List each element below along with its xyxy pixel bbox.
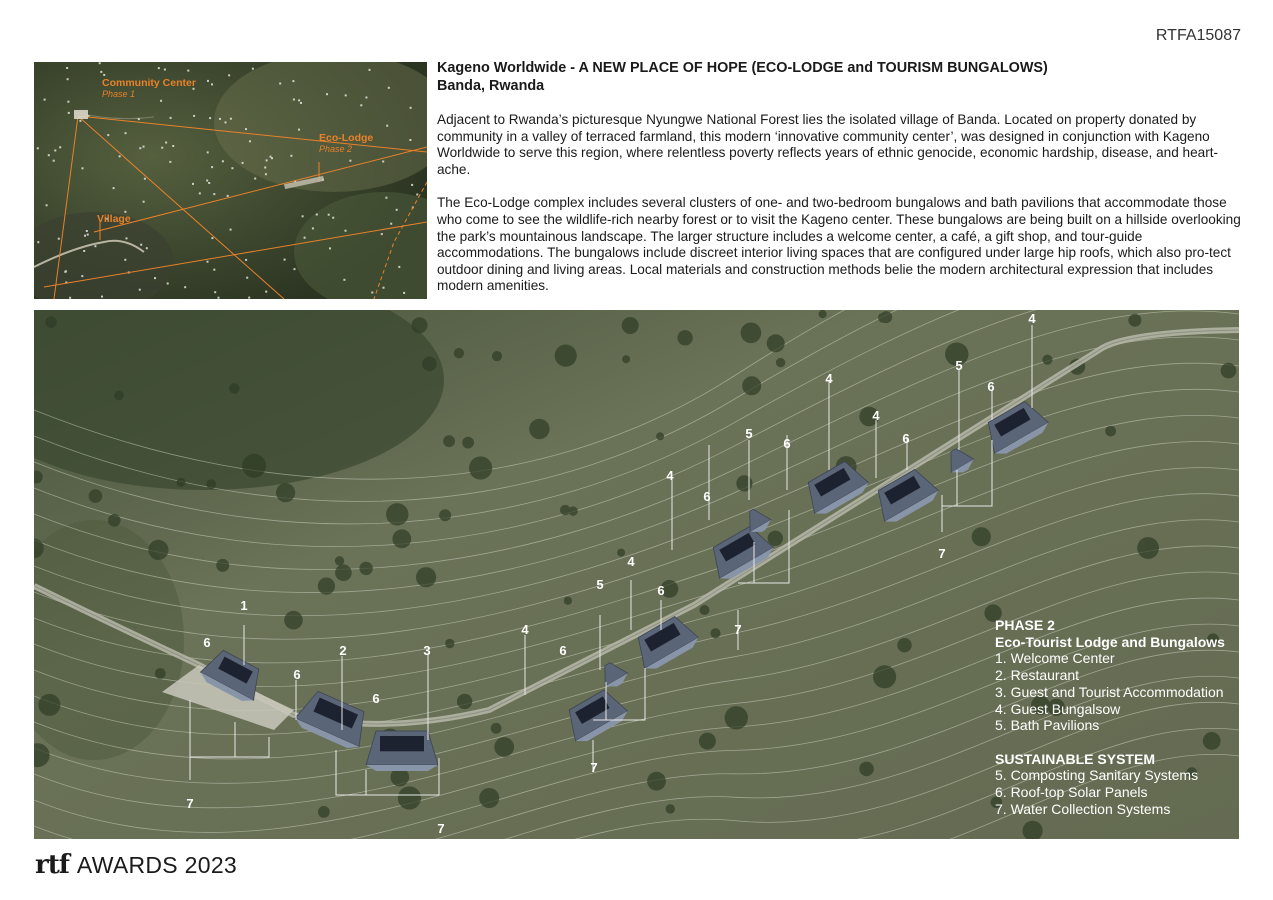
project-description	[437, 60, 1242, 295]
legend-item: 4. Guest Bungalsow	[995, 700, 1121, 717]
plan-number-label: 7	[734, 622, 742, 637]
legend-phase-subtitle: Eco-Tourist Lodge and Bungalows	[995, 633, 1225, 650]
project-code: RTFA15087	[1155, 27, 1241, 44]
project-location: Banda, Rwanda	[437, 77, 545, 94]
legend-item: 7. Water Collection Systems	[995, 800, 1171, 817]
plan-number-label: 4	[666, 468, 674, 483]
plan-number-label: 6	[902, 431, 910, 446]
plan-number-label: 6	[657, 583, 665, 598]
legend-phase-title: PHASE 2	[995, 617, 1055, 633]
legend-item: 6. Roof-top Solar Panels	[995, 784, 1148, 801]
legend-item: 1. Welcome Center	[995, 650, 1115, 667]
project-title: Kageno Worldwide - A NEW PLACE OF HOPE (ECO-LODGE and TOURISM BUNGALOWS)	[437, 60, 1048, 76]
plan-number-label: 1	[240, 598, 248, 613]
plan-number-label: 7	[437, 821, 445, 836]
plan-number-label: 5	[955, 358, 963, 373]
plan-number-label: 4	[521, 622, 529, 637]
plan-number-label: 6	[559, 643, 567, 658]
village-label: Village	[97, 213, 131, 225]
plan-number-label: 5	[745, 426, 753, 441]
plan-number-label: 7	[186, 796, 194, 811]
plan-number-label: 2	[339, 643, 347, 658]
plan-number-label: 5	[596, 577, 604, 592]
plan-number-label: 4	[872, 408, 880, 423]
legend-item: 5. Bath Pavilions	[995, 717, 1100, 734]
plan-number-label: 6	[783, 436, 791, 451]
plan-number-label: 4	[627, 554, 635, 569]
community-center-label: Community Center	[102, 77, 196, 89]
plan-number-label: 4	[1028, 311, 1036, 326]
legend-system-title: SUSTAINABLE SYSTEM	[995, 750, 1155, 767]
legend-item: 5. Composting Sanitary Systems	[995, 767, 1199, 784]
plan-number-label: 6	[293, 667, 301, 682]
plan-number-label: 6	[372, 691, 380, 706]
satellite-map-image	[34, 62, 427, 299]
legend-item: 2. Restaurant	[995, 667, 1080, 684]
description-paragraph-1: Adjacent to Rwanda’s picturesque Nyungwe National Forest lies the isolated village of Banda. Located on property donated by community in a valley of terraced farmland, this modern ‘innovative community center’, was designed in conjunction with Kageno Worldwide to serve this region, where relentless poverty reflects years of ethnic genocide, economic hardship, disease, and heart-ache.	[437, 112, 1219, 177]
description-paragraph-2: The Eco-Lodge complex includes several clusters of one- and two-bedroom bungalows and bath pavilions that accommodate those who come to see the wildlife-rich nearby forest or to visit the Kageno center. These bungalows are being built on a hillside overlooking the park’s mountainous landscape. The larger structure includes a welcome center, a café, a gift shop, and tour-guide accommodations. The bungalows include discreet interior living spaces that are configured under large hip roofs, which also pro-tect outdoor dining and living areas. Local materials and construction methods belie the modern architectural expression that includes modern amenities.	[437, 195, 1241, 294]
plan-number-label: 7	[590, 760, 598, 775]
eco-lodge-label: Eco-Lodge	[319, 132, 374, 144]
bungalow-roof	[366, 731, 438, 771]
eco-lodge-phase: Phase 2	[319, 144, 353, 154]
community-center-phase: Phase 1	[102, 89, 136, 99]
plan-number-label: 4	[825, 371, 833, 386]
plan-number-label: 6	[987, 379, 995, 394]
legend-item: 3. Guest and Tourist Accommodation	[995, 683, 1224, 700]
plan-number-label: 7	[938, 546, 946, 561]
plan-number-label: 6	[703, 489, 711, 504]
site-plan-legend	[995, 617, 1225, 817]
footer-branding	[35, 849, 237, 881]
plan-number-label: 3	[423, 643, 431, 658]
rtf-logo: rtf	[35, 850, 69, 880]
plan-number-label: 6	[203, 635, 211, 650]
awards-text: AWARDS 2023	[76, 851, 238, 878]
